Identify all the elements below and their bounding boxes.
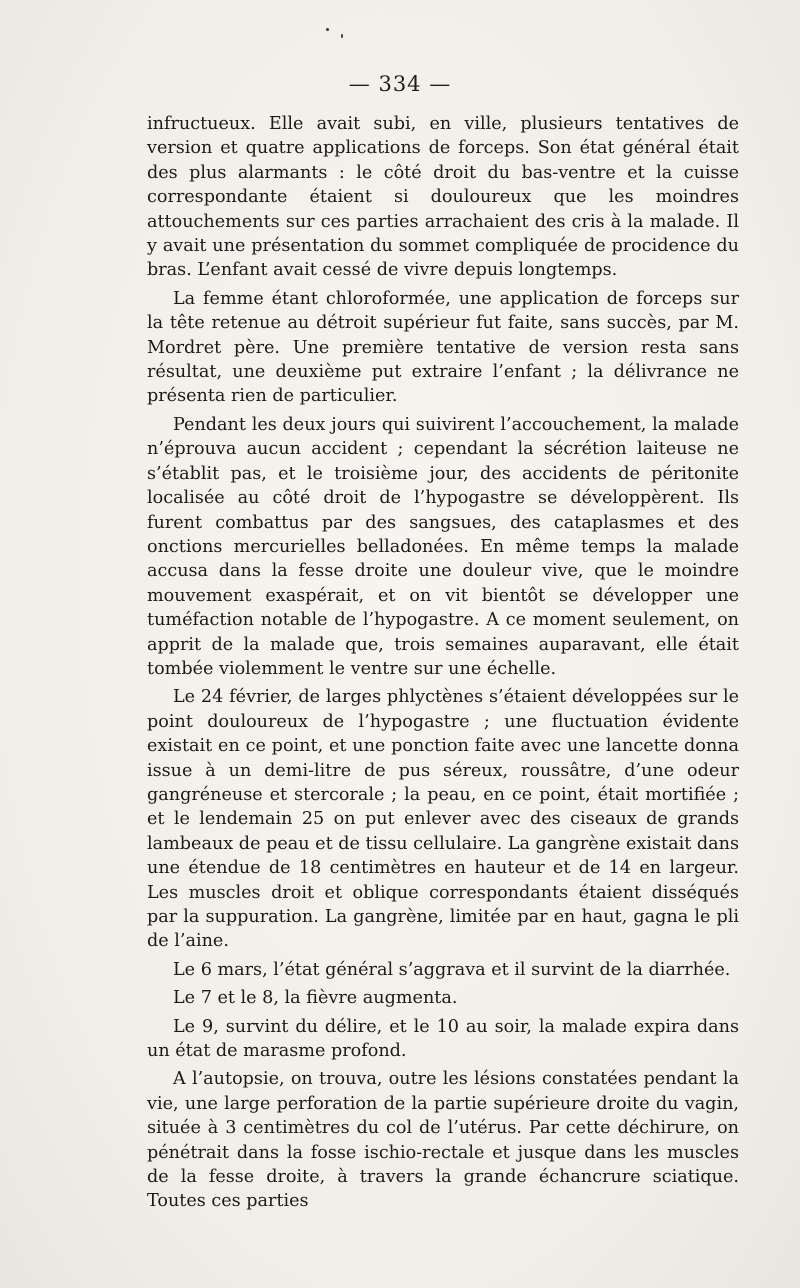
paragraph-continuation: infructueux. Elle avait subi, en ville, plusieurs tentatives de version et quatre applications de forceps. Son état général était des plus alarmants : le côté droit du bas-ventre et la cuisse correspondante étaient si douloureux que les moindres attouchements sur ces parties arrachaient des cris à la malade. Il y avait une présentation du sommet compliquée de procidence du bras. L’enfant avait cessé de vivre depuis longtemps. — [147, 114, 739, 281]
ink-speck — [341, 34, 343, 38]
paragraph: Le 24 février, de larges phlyctènes s’étaient développées sur le point douloureux de l’hypogastre ; une fluctuation évidente existait en ce point, et une ponction faite avec une lancette donna issue à un demi-litre de pus séreux, roussâtre, d’une odeur gangréneuse et stercorale ; la peau, en ce point, était mortifiée ; et le lendemain 25 on put enlever avec des ciseaux de grands lambeaux de peau et de tissu cellulaire. La gangrène existait dans une étendue de 18 centimètres en hauteur et de 14 en largeur. Les muscles droit et oblique correspondants étaient disséqués par la suppuration. La gangrène, limitée par en haut, gagna le pli de l’aine. — [147, 687, 740, 952]
paragraph: Le 7 et le 8, la fièvre augmenta. — [173, 988, 458, 1009]
paragraph: Le 6 mars, l’état général s’aggrava et il survint de la diarrhée. — [173, 959, 731, 980]
paragraph: Le 9, survint du délire, et le 10 au soir, la malade expira dans un état de marasme profond. — [147, 1016, 739, 1062]
paragraph: A l’autopsie, on trouva, outre les lésions constatées pendant la vie, une large perforation de la partie supérieure droite du vagin, située à 3 centimètres du col de l’utérus. Par cette déchirure, on pénétrait dans la fosse ischio-rectale et jusque dans les muscles de la fesse droite, à travers la grande échancrure sciatique. Toutes ces parties — [147, 1069, 739, 1212]
paragraph: La femme étant chloroformée, une application de forceps sur la tête retenue au détroit supérieur fut faite, sans succès, par M. Mordret père. Une première tentative de version resta sans résultat, une deuxième put extraire l’enfant ; la délivrance ne présenta rien de particulier. — [147, 288, 739, 407]
page-number: — 334 — — [348, 72, 452, 96]
ink-speck — [326, 28, 329, 31]
body-text — [147, 112, 739, 1218]
paragraph: Pendant les deux jours qui suivirent l’accouchement, la malade n’éprouva aucun accident ; cependant la sécrétion laiteuse ne s’établit pas, et le troisième jour, des accidents de péritonite localisée au côté droit de l’hypogastre se développèrent. Ils furent combattus par des sangsues, des cataplasmes et des onctions mercurielles belladonées. En même temps la malade accusa dans la fesse droite une douleur vive, que le moindre mouvement exaspérait, et on vit bientôt se développer une tuméfaction notable de l’hypogastre. A ce moment seulement, on apprit de la malade que, trois semaines auparavant, elle était tombée violemment le ventre sur une échelle. — [147, 414, 739, 679]
